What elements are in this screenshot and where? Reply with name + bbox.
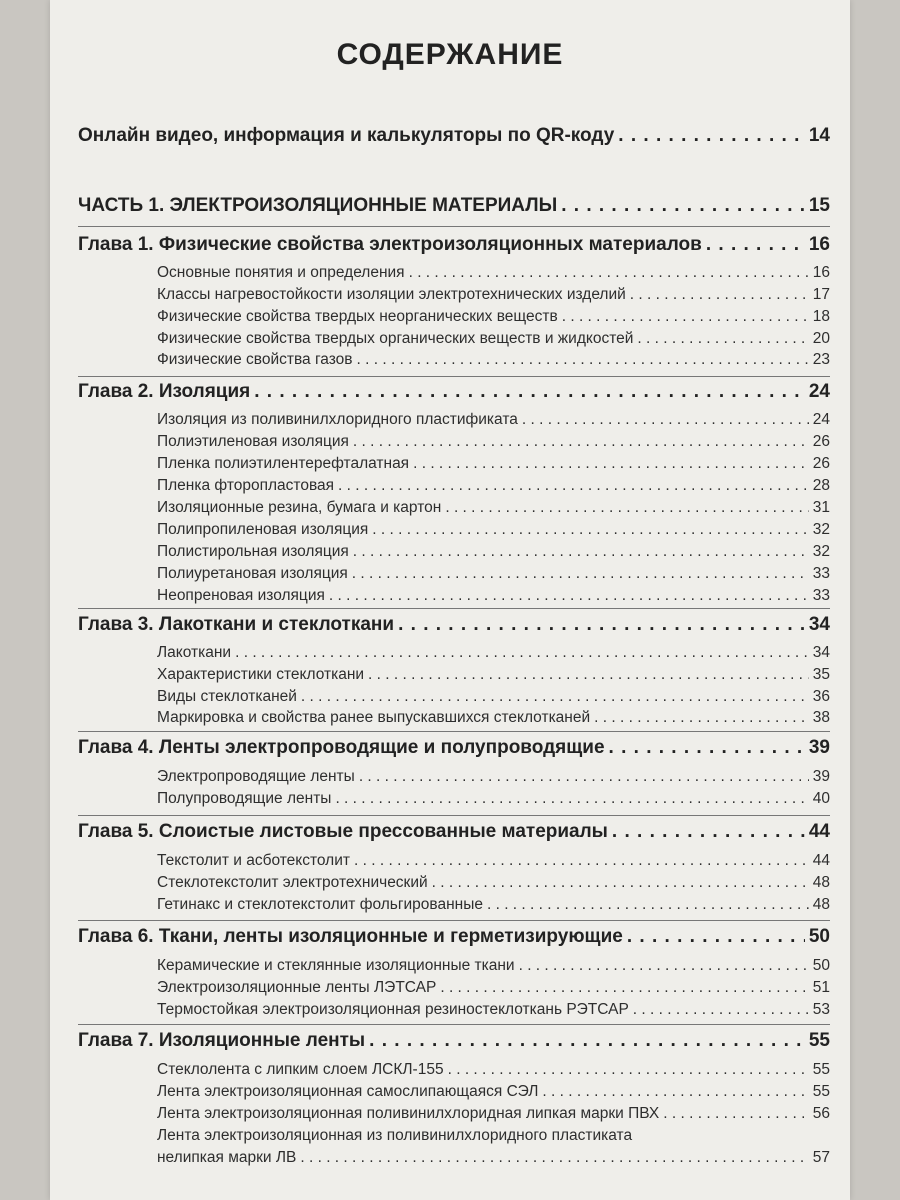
- toc-chapter[interactable]: [78, 926, 830, 948]
- toc-chapter[interactable]: [78, 737, 830, 759]
- toc-item[interactable]: [157, 308, 830, 326]
- toc-leader: [487, 899, 809, 915]
- toc-page-number: 57: [812, 1149, 830, 1166]
- toc-item[interactable]: [157, 433, 830, 451]
- toc-page-number: 53: [812, 1001, 830, 1018]
- toc-leader: [440, 982, 808, 998]
- toc-item[interactable]: [157, 565, 830, 583]
- divider: [78, 920, 830, 921]
- toc-page-number: 33: [812, 565, 830, 582]
- toc-leader: [357, 354, 809, 370]
- toc-leader: [338, 480, 809, 496]
- toc-label: Физические свойства твердых неорганических веществ: [157, 308, 558, 325]
- toc-label: Основные понятия и определения: [157, 264, 405, 281]
- toc-page-number: 32: [812, 521, 830, 538]
- toc-item[interactable]: [157, 979, 830, 997]
- toc-label: Глава 6. Ткани, ленты изоляционные и герметизирующие: [78, 926, 623, 947]
- toc-page-number: 48: [812, 896, 830, 913]
- toc-leader: [359, 771, 809, 787]
- toc-leader: [354, 855, 809, 871]
- toc-leader: [300, 1152, 808, 1168]
- toc-label: Керамические и стеклянные изоляционные ткани: [157, 957, 515, 974]
- toc-label: Полистирольная изоляция: [157, 543, 349, 560]
- toc-label: Полиуретановая изоляция: [157, 565, 348, 582]
- toc-page-number: 34: [808, 614, 830, 635]
- toc-leader: [562, 311, 809, 327]
- toc-item[interactable]: [157, 521, 830, 539]
- divider: [78, 608, 830, 609]
- toc-leader: [633, 1004, 809, 1020]
- toc-item[interactable]: [157, 411, 830, 429]
- toc-leader: [594, 712, 809, 728]
- toc-item[interactable]: [157, 477, 830, 495]
- toc-item[interactable]: [157, 896, 830, 914]
- toc-page-number: 15: [808, 195, 830, 216]
- toc-leader: [352, 568, 809, 584]
- toc-leader: [663, 1108, 808, 1124]
- toc-leader: [329, 590, 809, 606]
- toc-item[interactable]: [157, 688, 830, 706]
- toc-item[interactable]: [157, 1105, 830, 1123]
- toc-leader: [353, 546, 809, 562]
- toc-page-number: 55: [808, 1030, 830, 1051]
- toc-item[interactable]: [157, 874, 830, 892]
- toc-item[interactable]: [157, 330, 830, 348]
- toc-page-number: 44: [808, 821, 830, 842]
- toc-label: Лента электроизоляционная поливинилхлоридная липкая марки ПВХ: [157, 1105, 660, 1122]
- toc-page-number: 18: [812, 308, 830, 325]
- toc-leader: [706, 237, 805, 256]
- toc-item[interactable]: [157, 543, 830, 561]
- toc-leader: [413, 458, 809, 474]
- toc-page-number: 33: [812, 587, 830, 604]
- toc-label: Лакоткани: [157, 644, 232, 661]
- toc-leader: [398, 617, 805, 636]
- toc-label: Онлайн видео, информация и калькуляторы по QR-коду: [78, 125, 615, 146]
- toc-leader: [369, 1033, 805, 1052]
- toc-item[interactable]: [157, 957, 830, 975]
- toc-page-number: 44: [812, 852, 830, 869]
- toc-page-number: 40: [812, 790, 830, 807]
- divider: [78, 226, 830, 227]
- toc-label: ЧАСТЬ 1. ЭЛЕКТРОИЗОЛЯЦИОННЫЕ МАТЕРИАЛЫ: [78, 195, 558, 216]
- page-title: СОДЕРЖАНИЕ: [336, 38, 564, 71]
- toc-leader: [353, 436, 809, 452]
- toc-leader: [609, 740, 805, 759]
- toc-item[interactable]: [157, 587, 830, 605]
- toc-label: Стеклотекстолит электротехнический: [157, 874, 428, 891]
- toc-chapter[interactable]: [78, 614, 830, 636]
- toc-label: Физические свойства твердых органических веществ и жидкостей: [157, 330, 634, 347]
- toc-item[interactable]: [157, 455, 830, 473]
- toc-label: Физические свойства газов: [157, 351, 353, 368]
- toc-item[interactable]: [157, 768, 830, 786]
- toc-chapter[interactable]: [78, 821, 830, 843]
- toc-leader: [409, 267, 809, 283]
- toc-page-number: 16: [812, 264, 830, 281]
- toc-item[interactable]: [157, 666, 830, 684]
- toc-page-number: 31: [812, 499, 830, 516]
- toc-item[interactable]: [157, 286, 830, 304]
- toc-label: Текстолит и асботекстолит: [157, 852, 350, 869]
- toc-leader: [335, 793, 808, 809]
- toc-label: Неопреновая изоляция: [157, 587, 325, 604]
- toc-leader: [372, 524, 808, 540]
- toc-item[interactable]: [157, 1001, 830, 1019]
- toc-page-number: 50: [812, 957, 830, 974]
- toc-page-number: 32: [812, 543, 830, 560]
- toc-leader: [254, 384, 805, 403]
- toc-page-number: 26: [812, 455, 830, 472]
- toc-item[interactable]: [157, 644, 830, 662]
- toc-label: Полипропиленовая изоляция: [157, 521, 369, 538]
- toc-page-number: 48: [812, 874, 830, 891]
- toc-page-number: 16: [808, 234, 830, 255]
- divider: [78, 731, 830, 732]
- toc-label: Лента электроизоляционная самослипающаяся СЭЛ: [157, 1083, 539, 1100]
- toc-label: Виды стеклотканей: [157, 688, 297, 705]
- toc-leader: [630, 289, 809, 305]
- toc-item-line1[interactable]: Лента электроизоляционная из поливинилхлоридного пластиката: [157, 1127, 633, 1144]
- toc-page-number: 26: [812, 433, 830, 450]
- toc-page-number: 36: [812, 688, 830, 705]
- toc-page-number: 14: [808, 125, 830, 146]
- toc-label: Электропроводящие ленты: [157, 768, 355, 785]
- toc-page-number: 39: [808, 737, 830, 758]
- toc-leader: [542, 1086, 808, 1102]
- toc-item[interactable]: [157, 852, 830, 870]
- toc-label: Полиэтиленовая изоляция: [157, 433, 349, 450]
- toc-leader: [627, 929, 805, 948]
- toc-label: Стеклолента с липким слоем ЛСКЛ-155: [157, 1061, 444, 1078]
- toc-page-number: 56: [812, 1105, 830, 1122]
- toc-label: Маркировка и свойства ранее выпускавшихся стеклотканей: [157, 709, 591, 726]
- toc-label: Термостойкая электроизоляционная резиностеклоткань РЭТСАР: [157, 1001, 629, 1018]
- toc-leader: [519, 960, 809, 976]
- toc-page: [50, 0, 850, 1200]
- divider: [78, 1024, 830, 1025]
- toc-page-number: 28: [812, 477, 830, 494]
- toc-chapter[interactable]: [78, 234, 830, 256]
- toc-item[interactable]: [157, 1083, 830, 1101]
- toc-page-number: 35: [812, 666, 830, 683]
- toc-leader: [561, 198, 805, 217]
- toc-item[interactable]: [157, 790, 830, 808]
- toc-label: Электроизоляционные ленты ЛЭТСАР: [157, 979, 437, 996]
- toc-page-number: 51: [812, 979, 830, 996]
- toc-leader: [618, 128, 805, 147]
- toc-page-number: 50: [808, 926, 830, 947]
- divider: [78, 815, 830, 816]
- toc-page-number: 34: [812, 644, 830, 661]
- toc-item[interactable]: [157, 709, 830, 727]
- toc-page-number: 38: [812, 709, 830, 726]
- toc-page-number: 39: [812, 768, 830, 785]
- toc-leader: [445, 502, 808, 518]
- toc-leader: [368, 669, 809, 685]
- toc-label: Гетинакс и стеклотекстолит фольгированные: [157, 896, 483, 913]
- toc-chapter[interactable]: [78, 1030, 830, 1052]
- toc-page-number: 20: [812, 330, 830, 347]
- toc-label: Изоляция из поливинилхлоридного пластификата: [157, 411, 518, 428]
- toc-label: Глава 7. Изоляционные ленты: [78, 1030, 366, 1051]
- toc-page-number: 17: [812, 286, 830, 303]
- toc-label: Изоляционные резина, бумага и картон: [157, 499, 442, 516]
- toc-item[interactable]: [157, 499, 830, 517]
- toc-page-number: 23: [812, 351, 830, 368]
- toc-label: Глава 2. Изоляция: [78, 381, 251, 402]
- toc-leader: [448, 1064, 809, 1080]
- toc-label: Глава 1. Физические свойства электроизоляционных материалов: [78, 234, 702, 255]
- toc-item[interactable]: [157, 351, 830, 369]
- toc-leader: [432, 877, 809, 893]
- toc-page-number: 24: [808, 381, 830, 402]
- toc-label: Глава 5. Слоистые листовые прессованные материалы: [78, 821, 608, 842]
- toc-part[interactable]: [78, 195, 830, 217]
- toc-label: Пленка фторопластовая: [157, 477, 335, 494]
- toc-leader: [301, 691, 809, 707]
- toc-label: Характеристики стеклоткани: [157, 666, 365, 683]
- toc-page-number: 55: [812, 1061, 830, 1078]
- toc-chapter[interactable]: [78, 381, 830, 403]
- toc-label: Глава 4. Ленты электропроводящие и полупроводящие: [78, 737, 605, 758]
- toc-label: Пленка полиэтилентерефталатная: [157, 455, 410, 472]
- toc-leader: [235, 647, 809, 663]
- toc-leader: [522, 414, 809, 430]
- toc-label: нелипкая марки ЛВ: [157, 1149, 297, 1166]
- toc-leader: [637, 333, 808, 349]
- toc-intro[interactable]: [78, 125, 830, 147]
- toc-label: Глава 3. Лакоткани и стеклоткани: [78, 614, 395, 635]
- toc-label: Полупроводящие ленты: [157, 790, 332, 807]
- toc-item[interactable]: [157, 264, 830, 282]
- toc-item[interactable]: [157, 1149, 830, 1167]
- toc-page-number: 24: [812, 411, 830, 428]
- divider: [78, 376, 830, 377]
- toc-page-number: 55: [812, 1083, 830, 1100]
- toc-label: Классы нагревостойкости изоляции электротехнических изделий: [157, 286, 626, 303]
- toc-leader: [612, 824, 805, 843]
- toc-item[interactable]: [157, 1061, 830, 1079]
